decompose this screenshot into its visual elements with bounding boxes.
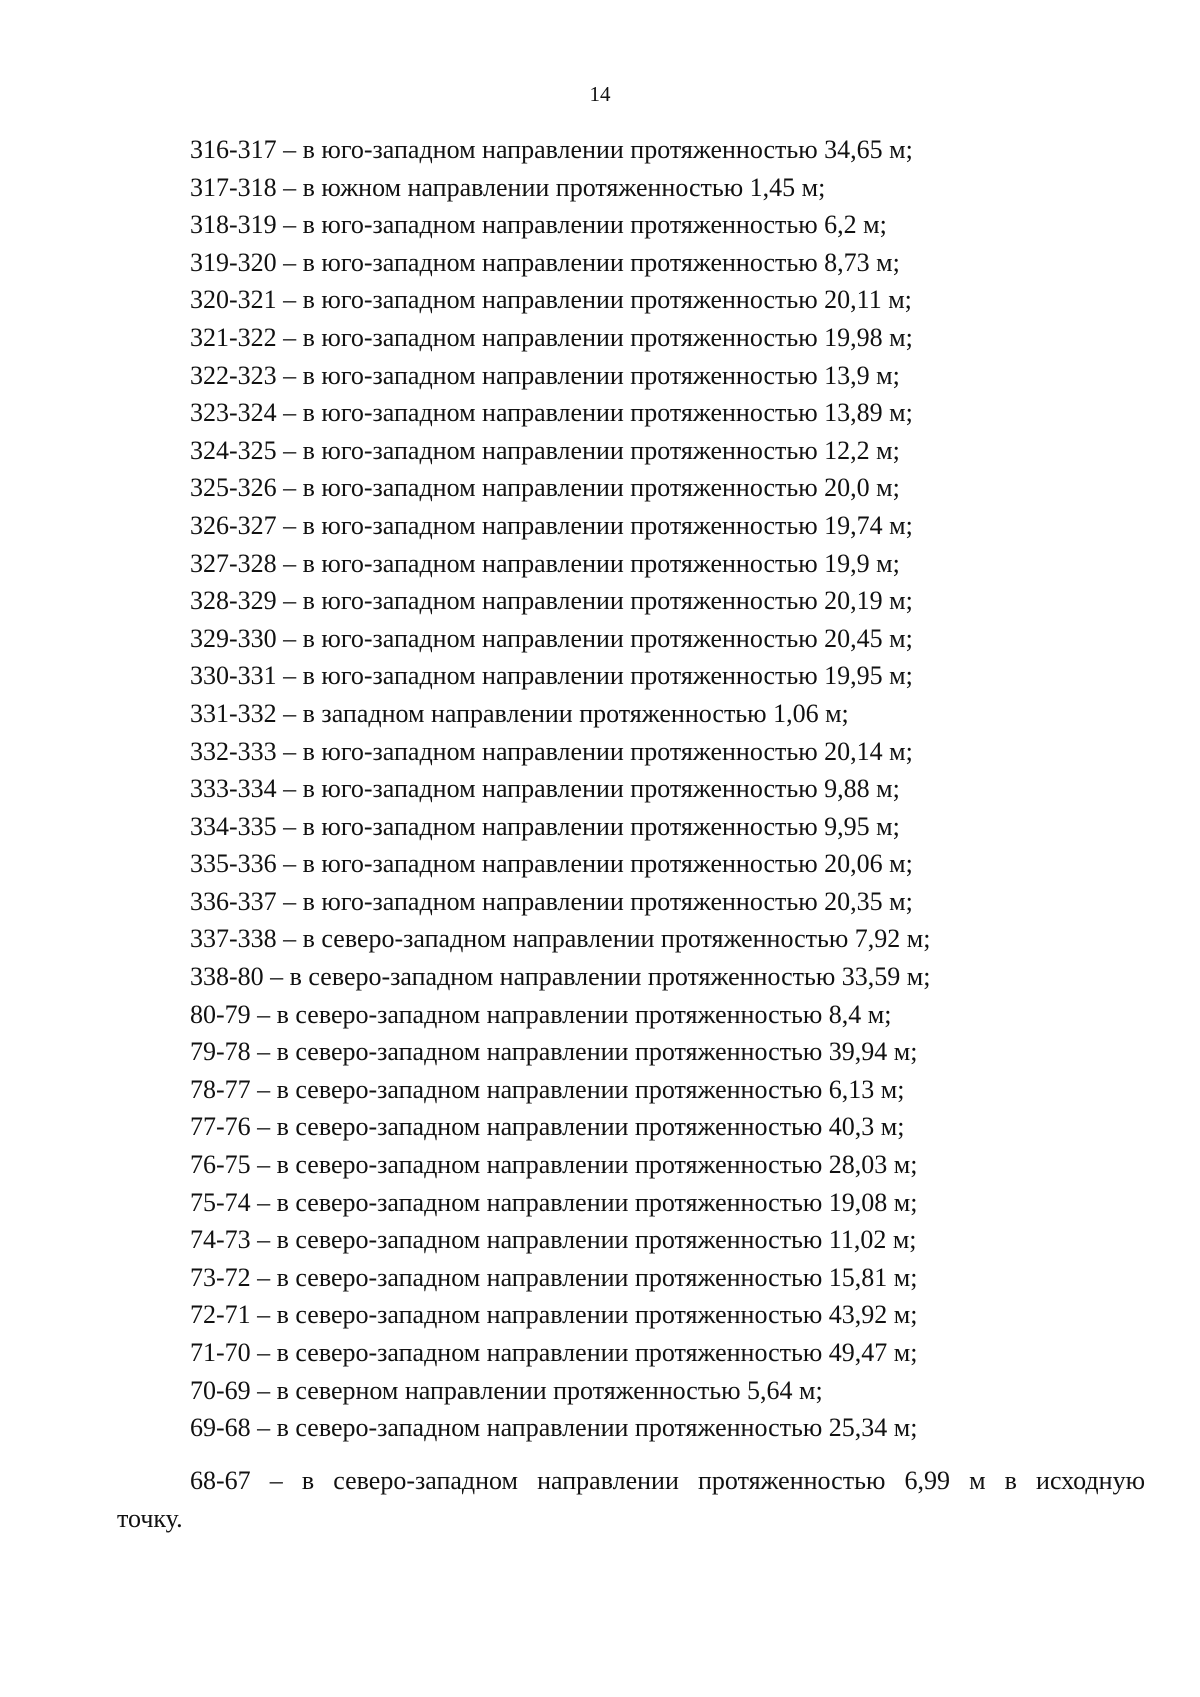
final-boundary-paragraph [117, 1462, 1145, 1538]
boundary-segment-line: 332-333 – в юго-западном направлении протяженностью 20,14 м; [190, 736, 913, 766]
boundary-segment-line: 338-80 – в северо-западном направлении протяженностью 33,59 м; [190, 962, 931, 992]
boundary-segment-line: 333-334 – в юго-западном направлении протяженностью 9,88 м; [190, 774, 900, 804]
boundary-segment-line: 74-73 – в северо-западном направлении протяженностью 11,02 м; [190, 1225, 917, 1255]
page-number: 14 [589, 82, 611, 106]
boundary-segment-line: 327-328 – в юго-западном направлении протяженностью 19,9 м; [190, 548, 900, 578]
boundary-segment-line: 328-329 – в юго-западном направлении протяженностью 20,19 м; [190, 586, 913, 616]
boundary-segment-line: 71-70 – в северо-западном направлении протяженностью 49,47 м; [190, 1338, 918, 1367]
boundary-segment-line: 335-336 – в юго-западном направлении протяженностью 20,06 м; [190, 849, 913, 879]
boundary-segment-line: 76-75 – в северо-западном направлении протяженностью 28,03 м; [190, 1150, 918, 1180]
boundary-segment-line: 316-317 – в юго-западном направлении протяженностью 34,65 м; [190, 135, 913, 164]
boundary-segment-line: 73-72 – в северо-западном направлении протяженностью 15,81 м; [190, 1262, 918, 1292]
boundary-segment-line: 72-71 – в северо-западном направлении протяженностью 43,92 м; [190, 1300, 918, 1330]
boundary-segment-line: 70-69 – в северном направлении протяженностью 5,64 м; [190, 1375, 823, 1405]
final-segment-continuation: точку. [117, 1504, 183, 1533]
boundary-segment-line: 80-79 – в северо-западном направлении протяженностью 8,4 м; [190, 999, 892, 1029]
boundary-segment-line: 326-327 – в юго-западном направлении протяженностью 19,74 м; [190, 510, 913, 540]
boundary-segment-line: 320-321 – в юго-западном направлении протяженностью 20,11 м; [190, 285, 912, 315]
boundary-description-list [190, 131, 1090, 1447]
boundary-segment-line: 78-77 – в северо-западном направлении протяженностью 6,13 м; [190, 1074, 905, 1104]
final-segment-line: 68-67 – в северо-западном направлении протяженностью 6,99 м в исходную [190, 1466, 1145, 1495]
boundary-segment-line: 317-318 – в южном направлении протяженностью 1,45 м; [190, 172, 826, 202]
boundary-segment-line: 319-320 – в юго-западном направлении протяженностью 8,73 м; [190, 247, 900, 277]
boundary-segment-line: 325-326 – в юго-западном направлении протяженностью 20,0 м; [190, 473, 900, 503]
boundary-segment-line: 75-74 – в северо-западном направлении протяженностью 19,08 м; [190, 1187, 918, 1217]
boundary-segment-line: 336-337 – в юго-западном направлении протяженностью 20,35 м; [190, 886, 913, 916]
boundary-segment-line: 79-78 – в северо-западном направлении протяженностью 39,94 м; [190, 1037, 918, 1067]
boundary-segment-line: 69-68 – в северо-западном направлении протяженностью 25,34 м; [190, 1413, 918, 1443]
boundary-segment-line: 329-330 – в юго-западном направлении протяженностью 20,45 м; [190, 623, 913, 653]
boundary-segment-line: 334-335 – в юго-западном направлении протяженностью 9,95 м; [190, 811, 900, 841]
boundary-segment-line: 324-325 – в юго-западном направлении протяженностью 12,2 м; [190, 435, 900, 465]
boundary-segment-line: 322-323 – в юго-западном направлении протяженностью 13,9 м; [190, 360, 900, 390]
boundary-segment-line: 337-338 – в северо-западном направлении протяженностью 7,92 м; [190, 924, 931, 954]
boundary-segment-line: 318-319 – в юго-западном направлении протяженностью 6,2 м; [190, 210, 887, 240]
boundary-segment-line: 323-324 – в юго-западном направлении протяженностью 13,89 м; [190, 398, 913, 428]
boundary-segment-line: 331-332 – в западном направлении протяженностью 1,06 м; [190, 698, 849, 728]
boundary-segment-line: 321-322 – в юго-западном направлении протяженностью 19,98 м; [190, 322, 913, 352]
boundary-segment-line: 330-331 – в юго-западном направлении протяженностью 19,95 м; [190, 661, 913, 691]
boundary-segment-line: 77-76 – в северо-западном направлении протяженностью 40,3 м; [190, 1112, 905, 1142]
